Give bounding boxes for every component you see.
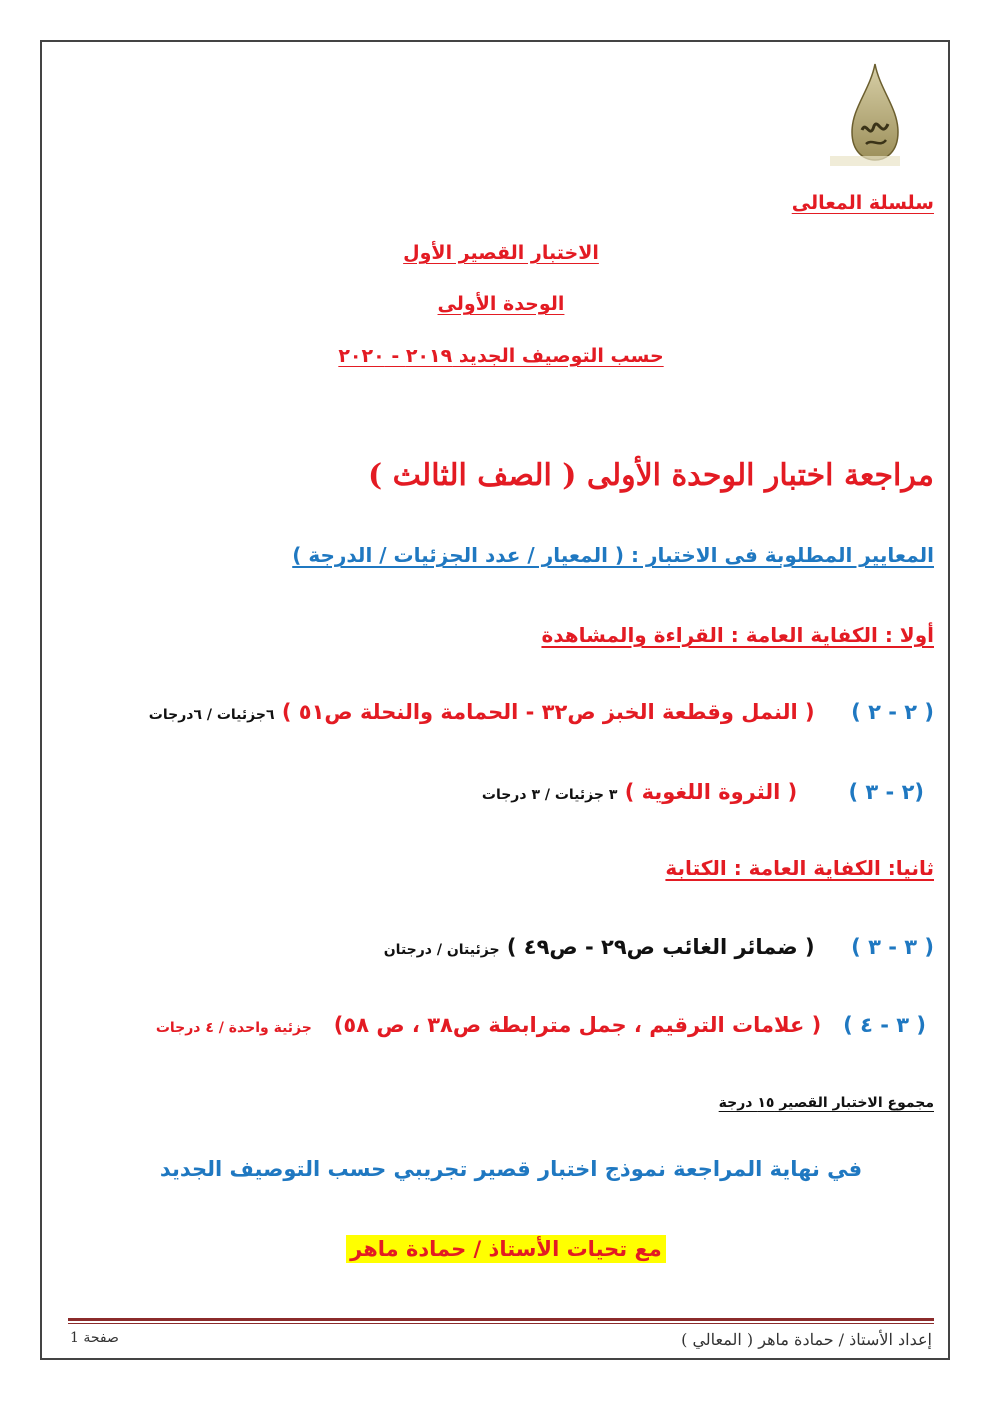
- criterion-score: ٣ جزئيات / ٣ درجات: [481, 787, 618, 803]
- criterion-topic: ( علامات الترقيم ، جمل مترابطة ص٣٨ ، ص ٥٨): [333, 1013, 822, 1037]
- criterion-row: [482, 780, 924, 804]
- criterion-code: ( ٢ - ٢ ): [851, 700, 934, 724]
- page-number: صفحة 1: [70, 1330, 119, 1346]
- main-title: مراجعة اختبار الوحدة الأولى ( الصف الثالث ): [367, 458, 934, 493]
- criteria-heading: المعايير المطلوبة فى الاختبار : ( المعيار / عدد الجزئيات / الدرجة ): [292, 543, 934, 567]
- footer-rule: [68, 1318, 934, 1321]
- criterion-score: جزئية واحدة / ٤ درجات: [155, 1020, 312, 1036]
- spec-title: حسب التوصيف الجديد ٢٠١٩ - ٢٠٢٠: [338, 345, 664, 367]
- unit-title: الوحدة الأولى: [437, 293, 565, 315]
- criterion-topic: ( الثروة اللغوية ): [624, 780, 798, 804]
- greeting: [0, 1237, 992, 1261]
- criterion-row: [156, 1013, 926, 1037]
- closing-note: في نهاية المراجعة نموذج اختبار قصير تجريبي حسب التوصيف الجديد: [159, 1157, 863, 1181]
- almaaly-logo-icon: [830, 60, 920, 170]
- criterion-code: (٢ - ٣ ): [848, 780, 924, 804]
- quiz-title: الاختبار القصير الأول: [403, 242, 599, 264]
- criterion-code: ( ٣ - ٤ ): [843, 1013, 926, 1037]
- criterion-topic: ( النمل وقطعة الخبز ص٣٢ - الحمامة والنحلة ص٥١ ): [281, 700, 815, 724]
- series-name: سلسلة المعالى: [791, 192, 934, 214]
- criterion-row: [149, 700, 934, 724]
- criterion-row: [384, 935, 934, 959]
- section2-heading: ثانيا: الكفاية العامة : الكتابة: [665, 856, 934, 880]
- section1-heading: أولا : الكفاية العامة : القراءة والمشاهدة: [541, 623, 934, 647]
- criterion-score: ٦جزئيات / ٦درجات: [148, 707, 275, 723]
- footer-author: إعداد الأستاذ / حمادة ماهر ( المعالي ): [681, 1330, 932, 1349]
- criterion-code: ( ٣ - ٣ ): [851, 935, 934, 959]
- greeting-text: مع تحيات الأستاذ / حمادة ماهر: [346, 1235, 666, 1263]
- footer-rule-thin: [68, 1323, 934, 1324]
- criterion-topic: ( ضمائر الغائب ص٢٩ - ص٤٩ ): [506, 935, 815, 959]
- criterion-score: جزئيتان / درجتان: [383, 942, 500, 958]
- total-score: مجموع الاختبار القصير ١٥ درجة: [718, 1095, 934, 1111]
